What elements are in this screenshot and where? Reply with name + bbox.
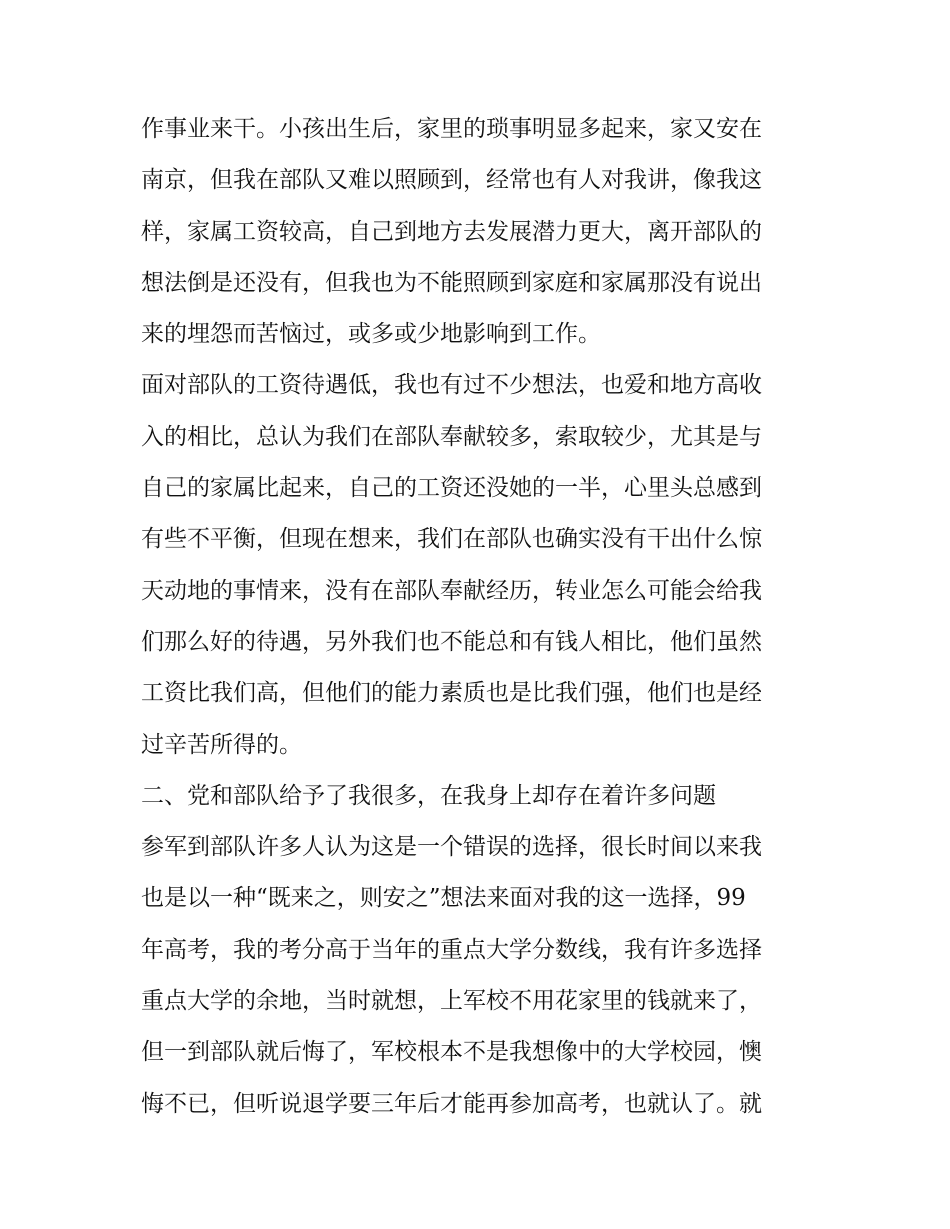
text-line: 作事业来干。小孩出生后，家里的琐事明显多起来，家又安在	[141, 116, 762, 142]
text-line: 重点大学的余地，当时就想，上军校不用花家里的钱就来了，	[141, 988, 762, 1015]
text-line: 有些不平衡，但现在想来，我们在部队也确实没有干出什么惊	[141, 526, 762, 553]
text-line: 想法倒是还没有，但我也为不能照顾到家庭和家属那没有说出	[141, 269, 762, 296]
text-line: 南京，但我在部队又难以照顾到，经常也有人对我讲，像我这	[141, 167, 762, 194]
text-line: 参军到部队许多人认为这是一个错误的选择，很长时间以来我	[141, 834, 762, 861]
section-heading: 二、党和部队给予了我很多，在我身上却存在着许多问题	[141, 782, 716, 809]
text-line: 入的相比，总认为我们在部队奉献较多，索取较少，尤其是与	[141, 423, 762, 450]
text-line: 们那么好的待遇，另外我们也不能总和有钱人相比，他们虽然	[141, 628, 762, 655]
text-line: 悔不已，但听说退学要三年后才能再参加高考，也就认了。就	[141, 1090, 762, 1117]
text-line: 自己的家属比起来，自己的工资还没她的一半，心里头总感到	[141, 475, 762, 502]
text-line: 来的埋怨而苦恼过，或多或少地影响到工作。	[141, 321, 601, 348]
text-line: 但一到部队就后悔了，军校根本不是我想像中的大学校园，懊	[141, 1039, 762, 1066]
text-line: 面对部队的工资待遇低，我也有过不少想法，也爱和地方高收	[141, 372, 762, 399]
text-line: 工资比我们高，但他们的能力素质也是比我们强，他们也是经	[141, 680, 762, 707]
text-line: 年高考，我的考分高于当年的重点大学分数线，我有许多选择	[141, 936, 762, 963]
text-line: 过辛苦所得的。	[141, 731, 302, 758]
body-text	[141, 104, 821, 1130]
text-line: 也是以一种“既来之，则安之”想法来面对我的这一选择，99	[141, 885, 746, 912]
text-line: 天动地的事情来，没有在部队奉献经历，转业怎么可能会给我	[141, 577, 762, 604]
text-line: 样，家属工资较高，自己到地方去发展潜力更大，离开部队的	[141, 218, 762, 245]
